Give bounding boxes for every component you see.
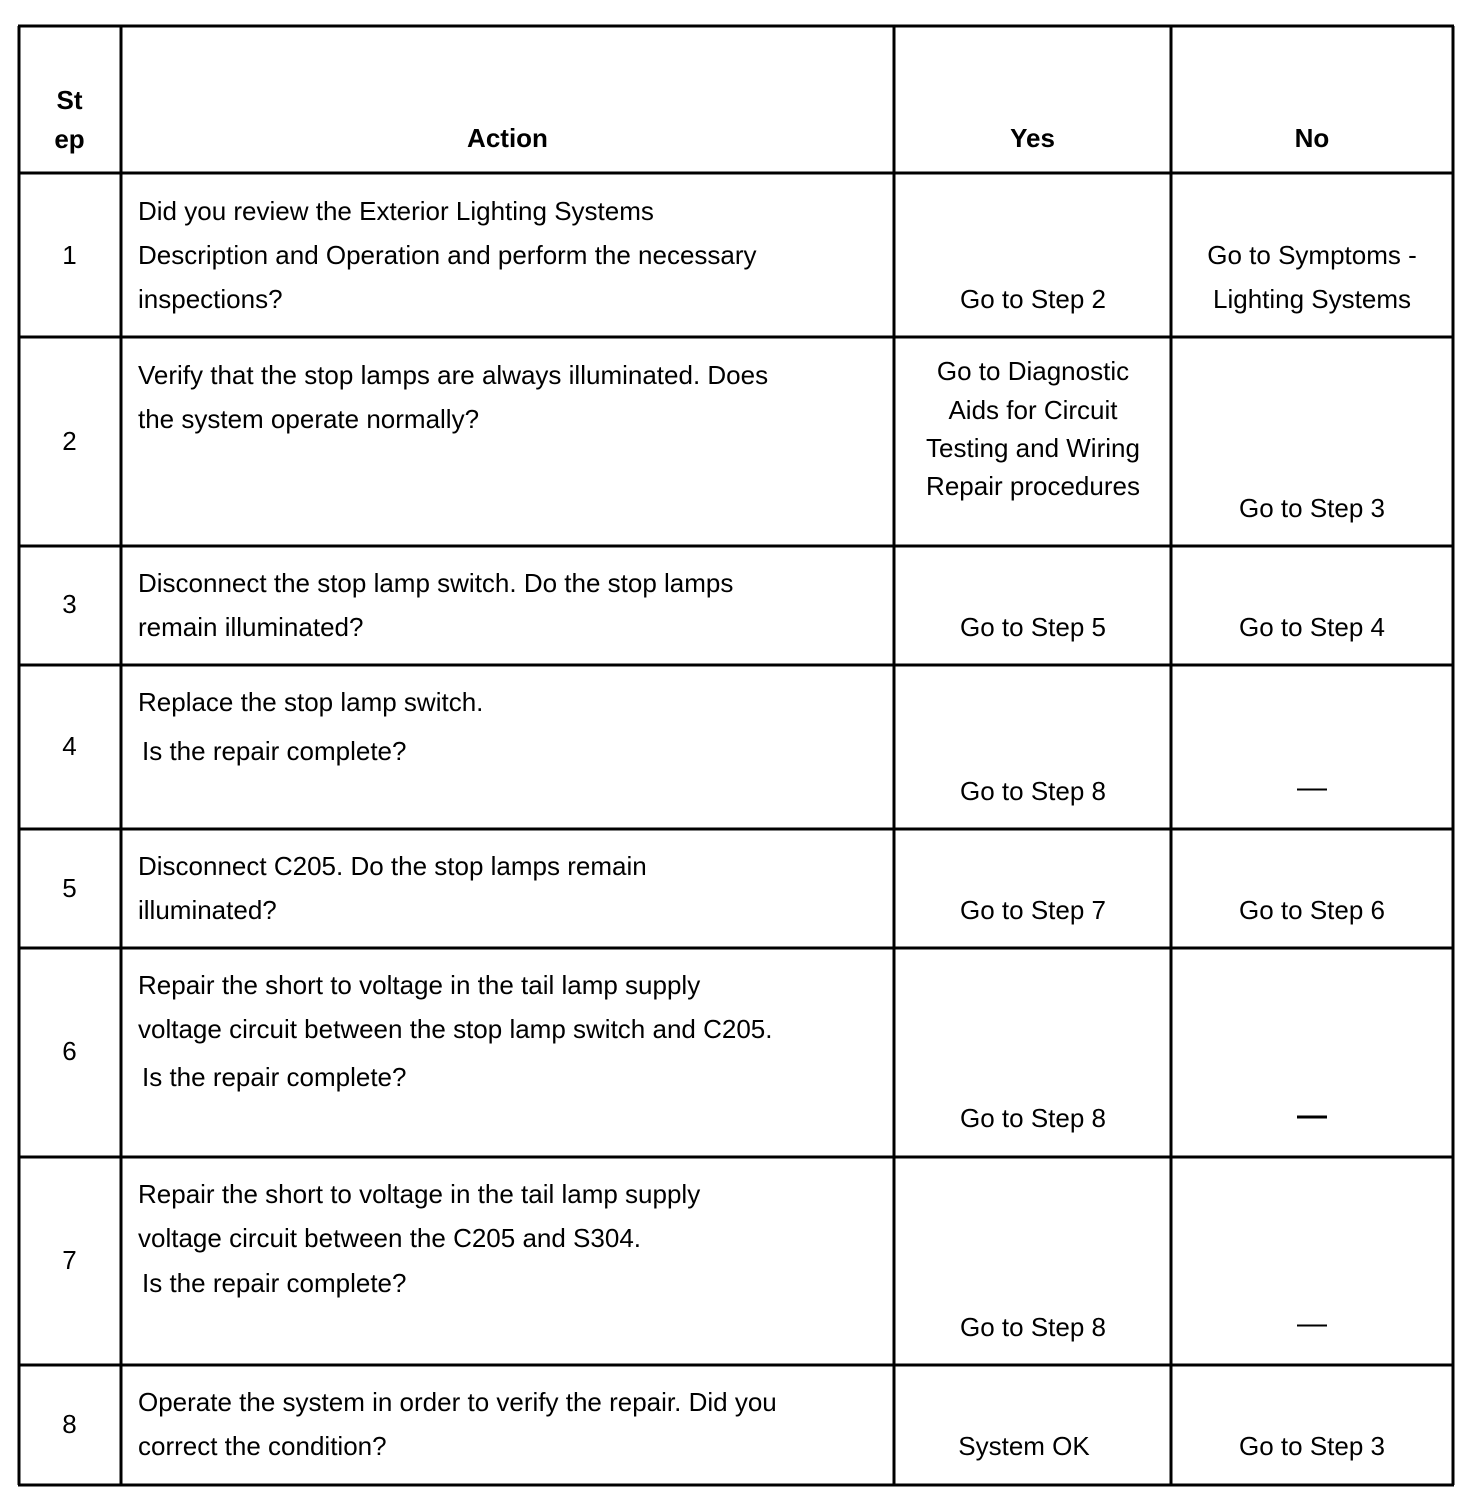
action-text: inspections? (138, 284, 283, 314)
header-no: No (1294, 123, 1330, 153)
action-text: Operate the system in order to verify the repair. Did you (138, 1387, 777, 1417)
no-outcome: Go to Step 6 (1239, 895, 1385, 925)
yes-outcome: Repair procedures (926, 471, 1140, 501)
no-outcome: — (1297, 1099, 1327, 1132)
action-text: Is the repair complete? (142, 1268, 407, 1298)
yes-outcome: Go to Step 2 (960, 284, 1106, 314)
step-number: 6 (62, 1036, 77, 1066)
action-text: voltage circuit between the stop lamp switch and C205. (138, 1014, 773, 1044)
header-action: Action (467, 123, 548, 153)
yes-outcome: Testing and Wiring (926, 433, 1140, 463)
action-text: Verify that the stop lamps are always illuminated. Does (138, 360, 769, 390)
action-text: correct the condition? (138, 1431, 387, 1461)
no-outcome: — (1297, 1307, 1327, 1340)
action-text: Repair the short to voltage in the tail lamp supply (138, 1179, 701, 1209)
step-number: 7 (62, 1245, 77, 1275)
yes-outcome: Aids for Circuit (948, 395, 1118, 425)
action-text: voltage circuit between the C205 and S304. (138, 1223, 642, 1253)
action-text: Description and Operation and perform the necessary (138, 240, 757, 270)
header-step-line1: St (56, 85, 83, 115)
action-text: Disconnect C205. Do the stop lamps remain (138, 851, 647, 881)
yes-outcome: Go to Diagnostic (936, 356, 1130, 386)
action-text: Is the repair complete? (142, 1062, 407, 1092)
no-outcome: Go to Step 3 (1239, 493, 1385, 523)
step-number: 3 (62, 589, 77, 619)
action-text: remain illuminated? (138, 612, 364, 642)
action-text: Did you review the Exterior Lighting Systems (138, 196, 654, 226)
action-text: illuminated? (138, 895, 277, 925)
yes-outcome: Go to Step 8 (960, 1103, 1106, 1133)
action-text: Repair the short to voltage in the tail lamp supply (138, 970, 701, 1000)
header-yes: Yes (1010, 123, 1055, 153)
no-outcome: Go to Step 3 (1239, 1431, 1385, 1461)
step-number: 5 (62, 873, 77, 903)
yes-outcome: Go to Step 8 (960, 1312, 1106, 1342)
action-text: the system operate normally? (138, 404, 480, 434)
action-text: Disconnect the stop lamp switch. Do the stop lamps (138, 568, 734, 598)
no-outcome: — (1297, 771, 1327, 804)
step-number: 2 (62, 426, 77, 456)
no-outcome: Lighting Systems (1213, 284, 1411, 314)
step-number: 1 (62, 240, 77, 270)
no-outcome: Go to Symptoms - (1207, 240, 1417, 270)
step-number: 4 (62, 731, 77, 761)
step-number: 8 (62, 1409, 77, 1439)
action-text: Replace the stop lamp switch. (138, 687, 484, 717)
yes-outcome: Go to Step 7 (960, 895, 1106, 925)
yes-outcome: Go to Step 8 (960, 776, 1106, 806)
yes-outcome: Go to Step 5 (960, 612, 1106, 642)
action-text: Is the repair complete? (142, 736, 407, 766)
header-step-line2: ep (54, 124, 85, 154)
yes-outcome: System OK (958, 1431, 1090, 1461)
no-outcome: Go to Step 4 (1239, 612, 1385, 642)
